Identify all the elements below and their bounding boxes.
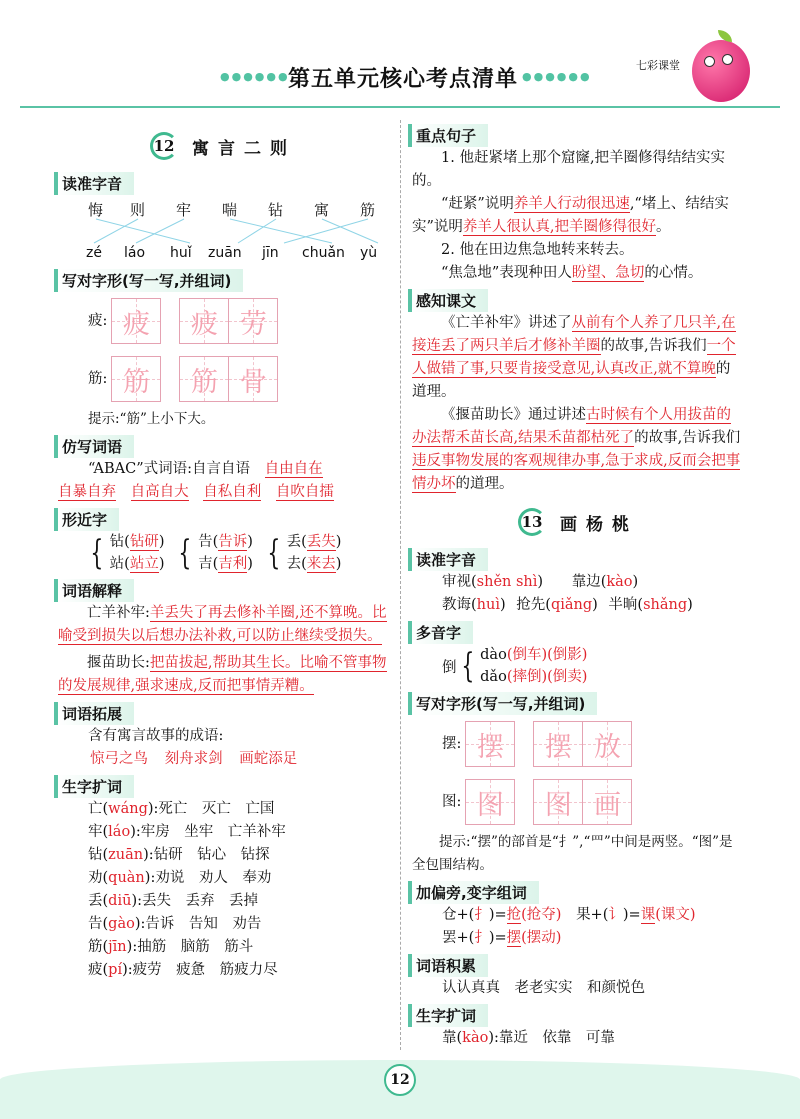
match-char: 喘	[222, 201, 238, 219]
xjz-block	[58, 531, 388, 575]
fxcy-intro: “ABAC”式词语:自言自语	[88, 461, 251, 477]
hint-text: 提示:“筋”上小下大。	[88, 411, 215, 427]
section-gzkw: 感知课文	[408, 289, 488, 312]
zdjz-sentence-1: 1. 他赶紧堵上那个窟窿,把羊圈修得结结实实的。	[412, 150, 726, 189]
header-dots-left: ●●●●●●	[220, 70, 290, 83]
cytz-items: 惊弓之鸟 刻舟求剑 画蛇添足	[90, 751, 298, 767]
section-fxcy: 仿写词语	[54, 435, 134, 458]
hint-text: 提示:“摆”的部首是“扌”,“罒”中间是两竖。“图”是全包围结构。	[412, 834, 733, 873]
section-jpp: 加偏旁,变字组词	[408, 881, 539, 904]
match-char: 牢	[176, 201, 192, 219]
szkc-row: 牢(láo):牢房 坐牢 亡羊补牢	[88, 824, 286, 840]
szkc-row: 疲(pí):疲劳 疲惫 筋疲力尽	[88, 962, 278, 978]
zdjz-explain-2: “焦急地”表现种田人盼望、急切的心情。	[441, 265, 703, 281]
page-number: 12	[384, 1064, 416, 1096]
column-divider	[400, 120, 401, 1050]
match-pinyin: zuān	[208, 245, 242, 261]
fxcy-block	[58, 458, 388, 504]
answer-cell: 图	[533, 779, 583, 825]
section-dzzy-13: 读准字音	[408, 548, 488, 571]
section-szkc: 生字扩词	[54, 775, 134, 798]
lesson-13-heading	[412, 500, 744, 544]
zdjz-explain-1: “赶紧”说明养羊人行动很迅速,“堵上、结结实实”说明养羊人很认真,把羊圈修得很好。	[412, 196, 729, 235]
writing-row	[442, 773, 744, 831]
szkc-row: 靠(kào):靠近 依靠 可靠	[442, 1030, 615, 1046]
lesson-title: 寓言二则	[192, 138, 296, 159]
cyjl-text: 认认真真 老老实实 和颜悦色	[442, 980, 645, 996]
answer-cell: 放	[582, 721, 632, 767]
model-cell: 筋	[111, 356, 161, 402]
cyjs-item: 揠苗助长:把苗拔起,帮助其生长。比喻不管事物的发展规律,强求速成,反而把事情弄糟。	[58, 655, 387, 694]
match-pinyin: láo	[124, 245, 146, 261]
cytz-intro: 含有寓言故事的成语:	[88, 728, 224, 744]
writing-label: 图:	[442, 793, 462, 810]
match-char: 则	[130, 201, 146, 219]
section-dzzy: 读准字音	[54, 172, 134, 195]
model-cell: 摆	[465, 721, 515, 767]
answer-cell: 疲	[179, 298, 229, 344]
section-cyjl: 词语积累	[408, 954, 488, 977]
szkc-list	[58, 798, 388, 982]
section-szkc-13: 生字扩词	[408, 1004, 488, 1027]
fxcy-answer: 自由自在	[264, 461, 323, 477]
left-column	[58, 120, 388, 982]
writing-label: 筋:	[88, 370, 108, 387]
page-footer	[0, 1060, 800, 1119]
answer-cell: 筋	[179, 356, 229, 402]
section-xdzx-13: 写对字形(写一写,并组词)	[408, 692, 597, 715]
match-char: 悔	[88, 201, 104, 219]
match-pinyin: jīn	[262, 245, 279, 261]
writing-label: 摆:	[442, 735, 462, 752]
fxcy-answer: 自私自利	[203, 484, 262, 500]
lesson-number-badge: 13	[518, 508, 546, 536]
match-char: 筋	[360, 201, 376, 219]
match-pinyin: zé	[86, 245, 102, 261]
pinyin-matching	[88, 195, 388, 265]
page-title: 第五单元核心考点清单	[288, 66, 519, 92]
dzzy-list: 审视(shěn shì) 靠边(kào) 教诲(huì) 抢先(qiǎng) 半晌(shǎng)	[442, 574, 693, 613]
brand-label: 七彩课堂	[636, 59, 680, 72]
match-char: 寓	[314, 201, 330, 219]
szkc-row: 丢(diū):丢失 丢弃 丢掉	[88, 893, 258, 909]
gzkw-para-2: 《揠苗助长》通过讲述古时候有个人用拔苗的办法帮禾苗长高,结果禾苗都枯死了的故事,告诉我们违反事物发展的客观规律办事,急于求成,反而会把事情办坏的道理。	[412, 407, 741, 492]
writing-row	[88, 350, 388, 408]
section-dyz: 多音字	[408, 621, 473, 644]
jpp-list: 仓+(扌)=抢(抢夺) 果+(讠)=课(课文) 罢+(扌)=摆(摆动)	[442, 907, 696, 946]
cyjs-item: 亡羊补牢:羊丢失了再去修补羊圈,还不算晚。比喻受到损失以后想办法补救,可以防止继续受损失。	[58, 605, 387, 644]
section-zdjz: 重点句子	[408, 124, 488, 147]
dyz-block: 倒 { dào(倒车)(倒影) dǎo(摔倒)(倒卖)	[442, 646, 588, 686]
fxcy-answer: 自吹自擂	[275, 484, 334, 500]
section-cyjs: 词语解释	[54, 579, 134, 602]
right-column	[412, 120, 744, 1050]
szkc-row: 告(gào):告诉 告知 劝告	[88, 916, 262, 932]
zdjz-sentence-2: 2. 他在田边焦急地转来转去。	[441, 242, 634, 258]
writing-row	[88, 292, 388, 350]
xjz-pair: { 丢(丢失) 去(来去)	[267, 533, 342, 573]
section-xjz: 形近字	[54, 508, 119, 531]
fxcy-answer: 自高自大	[130, 484, 189, 500]
match-pinyin: chuǎn	[302, 245, 345, 261]
xjz-pair: { 告(告诉) 吉(吉利)	[178, 533, 253, 573]
header-rule	[20, 106, 780, 108]
answer-cell: 画	[582, 779, 632, 825]
section-cytz: 词语拓展	[54, 702, 134, 725]
model-cell: 图	[465, 779, 515, 825]
szkc-row: 筋(jīn):抽筋 脑筋 筋斗	[88, 939, 254, 955]
page-header	[0, 0, 800, 120]
lesson-12-heading	[58, 124, 388, 168]
match-pinyin: yù	[360, 245, 378, 261]
answer-cell: 摆	[533, 721, 583, 767]
writing-row	[442, 715, 744, 773]
header-dots-right: ●●●●●●	[522, 70, 592, 83]
lesson-title: 画杨桃	[560, 514, 638, 535]
xjz-pair: { 钻(钻研) 站(站立)	[90, 533, 165, 573]
apple-mascot-icon	[692, 40, 750, 102]
section-xdzx: 写对字形(写一写,并组词)	[54, 269, 243, 292]
answer-cell: 骨	[228, 356, 278, 402]
match-pinyin: huǐ	[170, 245, 192, 261]
model-cell: 疲	[111, 298, 161, 344]
szkc-row: 钻(zuān):钻研 钻心 钻探	[88, 847, 270, 863]
szkc-row: 亡(wáng):死亡 灭亡 亡国	[88, 801, 275, 817]
writing-label: 疲:	[88, 312, 108, 329]
szkc-row: 劝(quàn):劝说 劝人 奉劝	[88, 870, 272, 886]
match-char: 钻	[268, 201, 284, 219]
matching-lines	[88, 217, 388, 245]
fxcy-answer: 自暴自弃	[58, 484, 116, 500]
answer-cell: 劳	[228, 298, 278, 344]
lesson-number-badge: 12	[150, 132, 178, 160]
gzkw-para-1: 《亡羊补牢》讲述了从前有个人养了几只羊,在接连丢了两只羊后才修补羊圈的故事,告诉我们一个人做错了事,只要肯接受意见,认真改正,就不算晚的道理。	[412, 315, 736, 400]
